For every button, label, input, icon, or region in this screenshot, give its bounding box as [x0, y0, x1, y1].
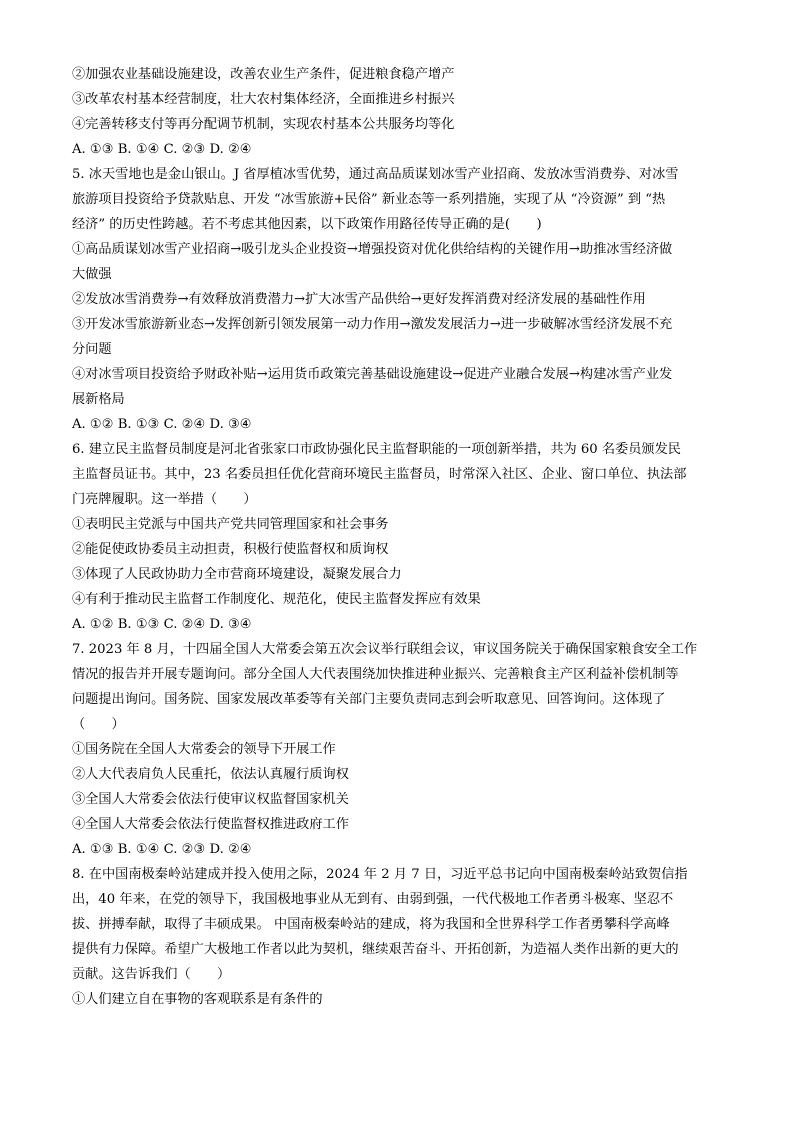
text-line: 大做强 — [72, 267, 112, 282]
text-line: ④全国人大常委会依法行使监督权推进政府工作 — [72, 817, 349, 832]
question-6-stem: 6. 建立民主监督员制度是河北省张家口市政协强化民主监督职能的一项创新举措，共为 60 名委员颁发民 — [72, 442, 681, 457]
text-line: 提供有力保障。希望广大极地工作者以此为契机，继续艰苦奋斗、开拓创新，为造福人类作出新的更大的 — [72, 942, 679, 957]
text-line: 分问题 — [72, 342, 112, 357]
text-line: ③全国人大常委会依法行使审议权监督国家机关 — [72, 792, 349, 807]
text-line: ①表明民主党派与中国共产党共同管理国家和社会事务 — [72, 517, 389, 532]
text-line: 问题提出询问。国务院、国家发展改革委等有关部门主要负责同志到会听取意见、回答询问。这体现了 — [72, 692, 666, 707]
answer-options: A. ①③ B. ①④ C. ②③ D. ②④ — [72, 842, 252, 857]
text-line: ①高品质谋划冰雪产业招商→吸引龙头企业投资→增强投资对优化供给结构的关键作用→助推冰雪经济做 — [72, 242, 673, 257]
text-line: 门亮牌履职。这一举措（ ） — [72, 492, 257, 507]
text-line: ①国务院在全国人大常委会的领导下开展工作 — [72, 742, 336, 757]
text-line: 出，40 年来，在党的领导下，我国极地事业从无到有、由弱到强，一代代极地工作者勇斗极寒、坚忍不 — [72, 892, 674, 907]
text-line: ②能促使政协委员主动担责，积极行使监督权和质询权 — [72, 542, 389, 557]
text-line: 拔、拼搏奉献，取得了丰硕成果。 中国南极秦岭站的建成，将为我国和全世界科学工作者勇攀科学高峰 — [72, 917, 670, 932]
text-line: ④完善转移支付等再分配调节机制，实现农村基本公共服务均等化 — [72, 117, 455, 132]
text-line: ④有利于推动民主监督工作制度化、规范化，使民主监督发挥应有效果 — [72, 592, 481, 607]
text-line: （ ） — [72, 717, 125, 732]
question-5-stem: 5. 冰天雪地也是金山银山。J 省厚植冰雪优势，通过高品质谋划冰雪产业招商、发放冰雪消费券、对冰雪 — [72, 167, 679, 182]
answer-options: A. ①② B. ①③ C. ②④ D. ③④ — [72, 417, 252, 432]
text-line: 贡献。这告诉我们（ ） — [72, 967, 231, 982]
text-line: ②人大代表肩负人民重托，依法认真履行质询权 — [72, 767, 349, 782]
text-line: ③改革农村基本经营制度，壮大农村集体经济，全面推进乡村振兴 — [72, 92, 455, 107]
text-line: ③体现了人民政协助力全市营商环境建设，凝聚发展合力 — [72, 567, 402, 582]
text-line: 情况的报告并开展专题询问。部分全国人大代表围绕加快推进种业振兴、完善粮食主产区利益补偿机制等 — [72, 667, 679, 682]
answer-options: A. ①③ B. ①④ C. ②③ D. ②④ — [72, 142, 252, 157]
text-line: ②加强农业基础设施建设，改善农业生产条件，促进粮食稳产增产 — [72, 67, 455, 82]
question-7-stem: 7. 2023 年 8 月，十四届全国人大常委会第五次会议举行联组会议，审议国务院关于确保国家粮食安全工作 — [72, 642, 698, 657]
question-8-stem: 8. 在中国南极秦岭站建成并投入使用之际，2024 年 2 月 7 日，习近平总书记向中国南极秦岭站致贺信指 — [72, 867, 688, 882]
text-line: 旅游项目投资给予贷款贴息、开发 “冰雪旅游+民俗” 新业态等一系列措施，实现了从 “冷资源” 到 “热 — [72, 192, 666, 207]
text-line: 展新格局 — [72, 392, 125, 407]
answer-options: A. ①② B. ①③ C. ②④ D. ③④ — [72, 617, 252, 632]
document-page — [72, 62, 722, 1012]
text-line: 经济” 的历史性跨越。若不考虑其他因素，以下政策作用路径传导正确的是( ) — [72, 217, 542, 232]
text-line: ②发放冰雪消费券→有效释放消费潜力→扩大冰雪产品供给→更好发挥消费对经济发展的基础性作用 — [72, 292, 646, 307]
text-line: ③开发冰雪旅游新业态→发挥创新引领发展第一动力作用→激发发展活力→进一步破解冰雪经济发展不充 — [72, 317, 673, 332]
text-line: 主监督员证书。其中，23 名委员担任优化营商环境民主监督员，时常深入社区、企业、窗口单位、执法部 — [72, 467, 687, 482]
text-line: ④对冰雪项目投资给予财政补贴→运用货币政策完善基础设施建设→促进产业融合发展→构建冰雪产业发 — [72, 367, 673, 382]
text-line: ①人们建立自在事物的客观联系是有条件的 — [72, 992, 323, 1007]
